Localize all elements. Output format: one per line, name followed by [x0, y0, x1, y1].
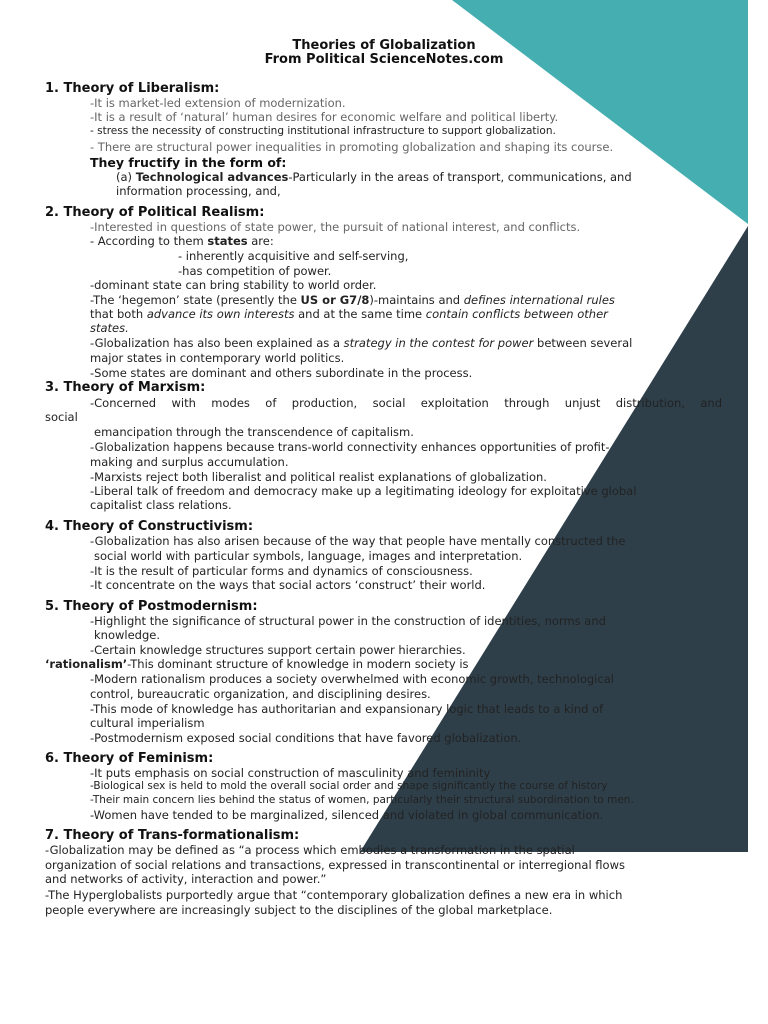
text-line: -dominant state can bring stability to world order.: [90, 278, 377, 292]
text-run: -This dominant structure of knowledge in modern society is: [127, 657, 469, 671]
text-run: are:: [247, 234, 274, 248]
text-line: major states in contemporary world politics.: [90, 351, 345, 365]
text-line: making and surplus accumulation.: [90, 455, 289, 469]
text-line: [90, 336, 632, 350]
text-line: - inherently acquisitive and self-serving,: [178, 249, 409, 263]
italic-term: defines international rules: [463, 293, 615, 307]
heading-marxism: 3. Theory of Marxism:: [45, 380, 206, 395]
text-run: -Particularly in the areas of transport, communications, and: [288, 170, 632, 184]
text-line: information processing, and,: [116, 184, 281, 198]
text-line: -Postmodernism exposed social conditions that have favored globalization.: [90, 731, 522, 745]
text-line: control, bureaucratic organization, and disciplining desires.: [90, 687, 431, 701]
text-line: cultural imperialism: [90, 716, 205, 730]
text-line: social world with particular symbols, language, images and interpretation.: [94, 549, 523, 563]
text-line: [116, 170, 632, 184]
bold-term: Technological advances: [135, 170, 289, 184]
text-line: -Concerned with modes of production, social exploitation through unjust distribution, and: [90, 396, 722, 410]
text-run: between several: [533, 336, 633, 350]
document-title: Theories of Globalization: [292, 38, 476, 53]
text-run: that both: [90, 307, 147, 321]
heading-transformationalism: 7. Theory of Trans-formationalism:: [45, 828, 300, 843]
text-line: -Globalization has also arisen because of the way that people have mentally constructed the: [90, 534, 626, 548]
text-line: -Interested in questions of state power, the pursuit of national interest, and conflicts.: [90, 220, 581, 234]
text-line: -Some states are dominant and others subordinate in the process.: [90, 366, 473, 380]
heading-constructivism: 4. Theory of Constructivism:: [45, 519, 254, 534]
italic-term: contain conflicts between other: [425, 307, 608, 321]
text-line: [45, 657, 469, 671]
text-line: social: [45, 410, 78, 424]
text-line: -It is a result of ‘natural’ human desires for economic welfare and political liberty.: [90, 110, 559, 124]
text-line: -It puts emphasis on social construction of masculinity and femininity: [90, 766, 491, 780]
text-line: -Biological sex is held to mold the overall social order and shape significantly the course of history: [90, 780, 608, 792]
heading-realism: 2. Theory of Political Realism:: [45, 205, 265, 220]
bold-term: ‘rationalism’: [45, 657, 128, 671]
text-line: -Highlight the significance of structural power in the construction of identities, norms and: [90, 614, 606, 628]
text-line: -Liberal talk of freedom and democracy make up a legitimating ideology for exploitative global: [90, 484, 637, 498]
text-line: knowledge.: [94, 628, 160, 642]
bold-term: US or G7/8: [300, 293, 370, 307]
text-line: -Globalization may be defined as “a process which embodies a transformation in the spatial: [45, 843, 575, 857]
text-run: -The ‘hegemon’ state (presently the: [90, 293, 301, 307]
document-subtitle: From Political ScienceNotes.com: [264, 52, 504, 67]
text-line: [90, 293, 615, 307]
text-line: emancipation through the transcendence of capitalism.: [94, 425, 414, 439]
heading-liberalism: 1. Theory of Liberalism:: [45, 81, 220, 96]
text-line: -Certain knowledge structures support certain power hierarchies.: [90, 643, 466, 657]
text-line: [90, 234, 274, 248]
text-run: and at the same time: [294, 307, 426, 321]
text-line: states.: [90, 321, 129, 335]
text-line: -It is the result of particular forms and dynamics of consciousness.: [90, 564, 473, 578]
subheading: They fructify in the form of:: [90, 155, 287, 170]
text-line: -Modern rationalism produces a society overwhelmed with economic growth, technological: [90, 672, 614, 686]
text-line: -Their main concern lies behind the status of women, particularly their structural subordination to men.: [90, 794, 634, 806]
text-line: - stress the necessity of constructing institutional infrastructure to support globalization.: [90, 125, 556, 137]
text-line: -This mode of knowledge has authoritarian and expansionary logic that leads to a kind of: [90, 702, 604, 716]
text-line: -It concentrate on the ways that social actors ‘construct’ their world.: [90, 578, 486, 592]
text-line: and networks of activity, interaction and power.”: [45, 872, 327, 886]
text-line: -Women have tended to be marginalized, silenced and violated in global communication.: [90, 808, 604, 822]
text-line: -Globalization happens because trans-world connectivity enhances opportunities of profit-: [90, 440, 610, 454]
heading-feminism: 6. Theory of Feminism:: [45, 751, 214, 766]
text-line: [90, 307, 608, 321]
text-line: - There are structural power inequalities in promoting globalization and shaping its course.: [90, 140, 614, 154]
text-line: -The Hyperglobalists purportedly argue that “contemporary globalization defines a new era in which: [45, 888, 623, 902]
heading-postmodernism: 5. Theory of Postmodernism:: [45, 599, 258, 614]
italic-term: advance its own interests: [146, 307, 295, 321]
text-run: )-maintains and: [369, 293, 464, 307]
text-line: organization of social relations and transactions, expressed in transcontinental or interregional flows: [45, 858, 625, 872]
text-line: -Marxists reject both liberalist and political realist explanations of globalization.: [90, 470, 547, 484]
text-line: people everywhere are increasingly subject to the disciplines of the global marketplace.: [45, 903, 553, 917]
italic-term: strategy in the contest for power: [343, 336, 534, 350]
text-line: -It is market-led extension of modernization.: [90, 96, 346, 110]
text-run: - According to them: [90, 234, 208, 248]
text-run: -Globalization has also been explained as a: [90, 336, 344, 350]
bold-term: states: [207, 234, 248, 248]
text-line: capitalist class relations.: [90, 498, 232, 512]
list-marker: (a): [116, 170, 136, 184]
text-line: -has competition of power.: [178, 264, 332, 278]
